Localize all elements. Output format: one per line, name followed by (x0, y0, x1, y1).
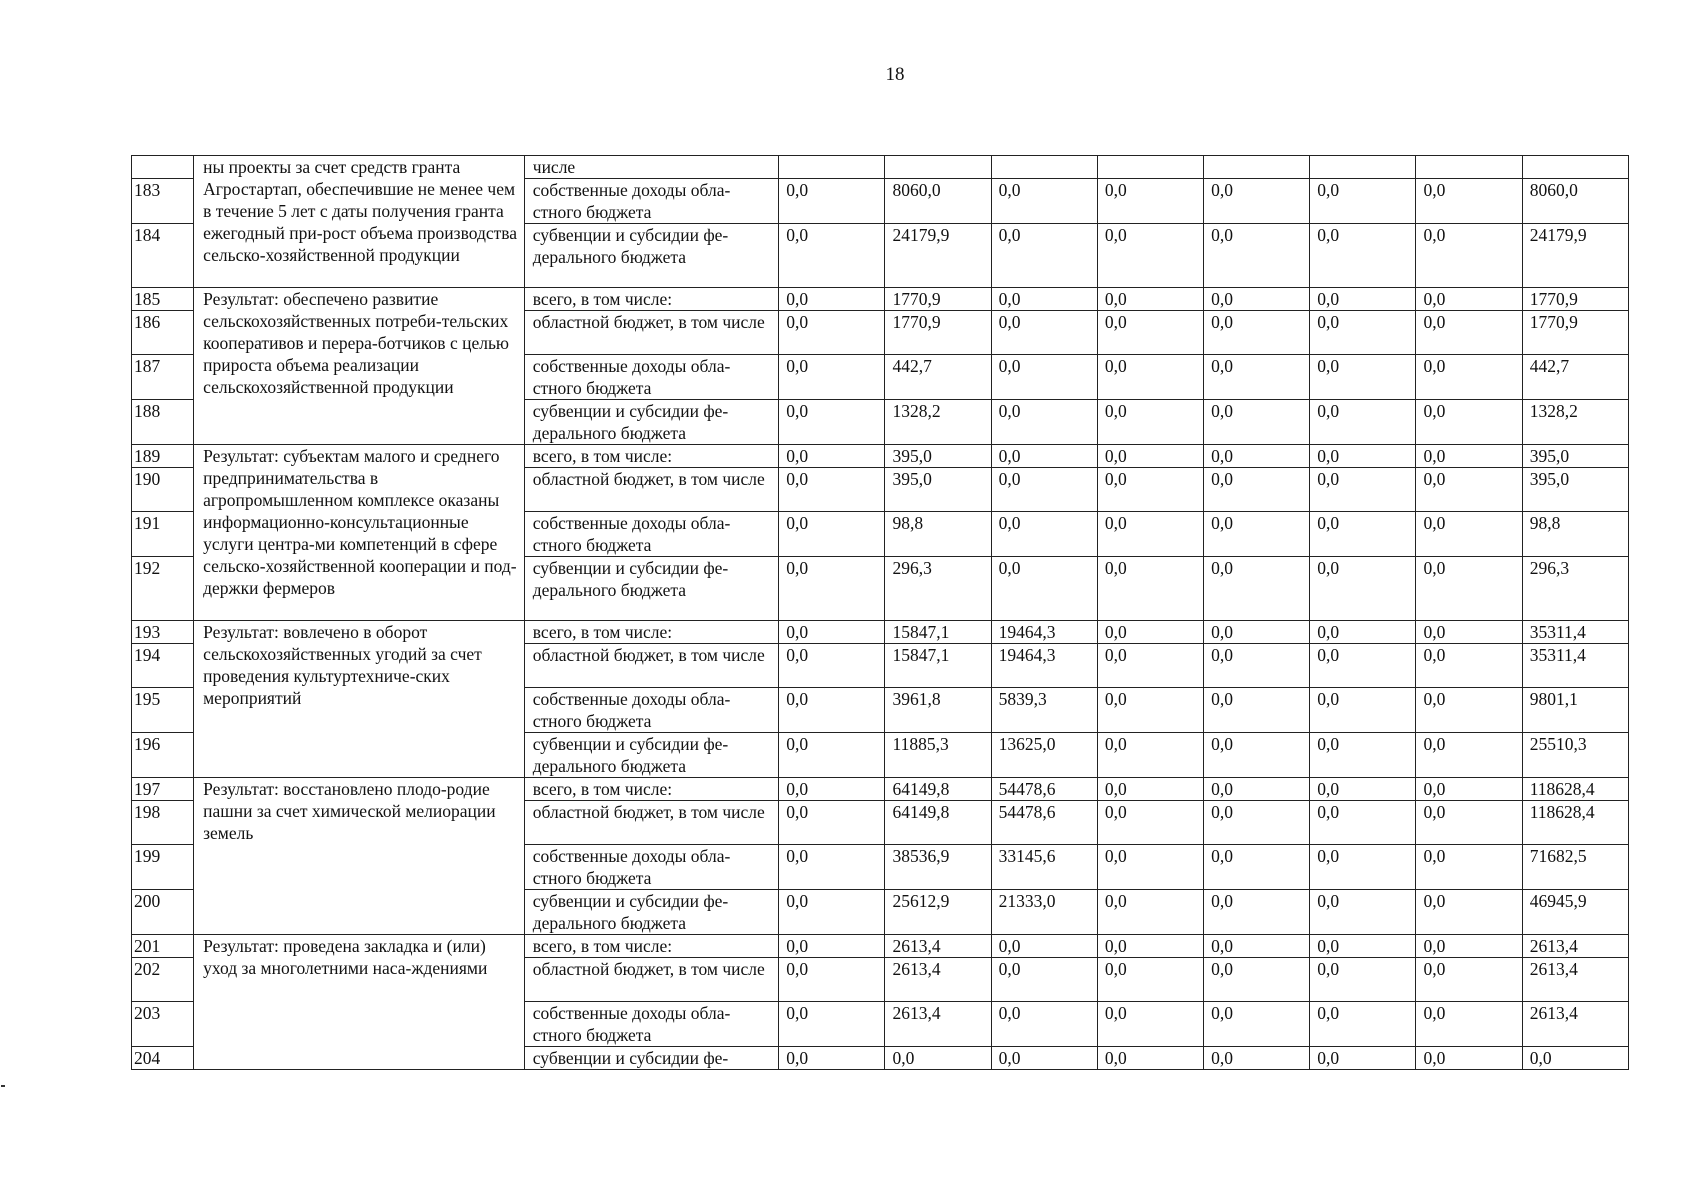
total-value: 1328,2 (1522, 400, 1628, 445)
year-value: 0,0 (779, 801, 885, 845)
year-value: 11885,3 (885, 733, 991, 778)
year-value: 19464,3 (991, 621, 1097, 644)
page-number: 18 (885, 64, 905, 85)
year-value: 0,0 (1204, 621, 1310, 644)
year-value: 0,0 (779, 400, 885, 445)
funding-source: собственные доходы обла-стного бюджета (524, 512, 779, 557)
year-value: 0,0 (779, 311, 885, 355)
result-description: Результат: вовлечено в оборот сельскохозяйственных угодий за счет проведения культуртехниче-ских мероприятий (194, 621, 525, 778)
year-value: 0,0 (1204, 688, 1310, 733)
table-row (132, 621, 1629, 644)
table-row (132, 156, 1629, 179)
year-value: 0,0 (1416, 445, 1522, 468)
year-value: 0,0 (1310, 890, 1416, 935)
funding-source: субвенции и субсидии фе-дерального бюджета (524, 224, 779, 288)
table-row (132, 778, 1629, 801)
year-value: 0,0 (1097, 801, 1203, 845)
funding-source: собственные доходы обла-стного бюджета (524, 1002, 779, 1047)
year-value: 0,0 (779, 1047, 885, 1070)
funding-source: всего, в том числе: (524, 778, 779, 801)
row-number: 189 (132, 445, 194, 468)
total-value: 71682,5 (1522, 845, 1628, 890)
total-value: 24179,9 (1522, 224, 1628, 288)
year-value: 0,0 (991, 224, 1097, 288)
year-value: 0,0 (779, 512, 885, 557)
year-value: 395,0 (885, 445, 991, 468)
table-row (132, 445, 1629, 468)
year-value: 0,0 (1204, 801, 1310, 845)
row-number: 200 (132, 890, 194, 935)
total-value: 2613,4 (1522, 958, 1628, 1002)
row-number: 185 (132, 288, 194, 311)
row-number: 183 (132, 179, 194, 224)
year-value: 0,0 (1204, 445, 1310, 468)
year-value: 0,0 (1204, 468, 1310, 512)
year-value: 0,0 (1416, 400, 1522, 445)
year-value: 442,7 (885, 355, 991, 400)
year-value: 64149,8 (885, 778, 991, 801)
year-value: 0,0 (1310, 179, 1416, 224)
year-value: 0,0 (779, 288, 885, 311)
total-value: 395,0 (1522, 445, 1628, 468)
year-value: 0,0 (779, 468, 885, 512)
year-value: 0,0 (1416, 778, 1522, 801)
year-value: 0,0 (1416, 890, 1522, 935)
year-value: 8060,0 (885, 179, 991, 224)
year-value: 38536,9 (885, 845, 991, 890)
year-value: 13625,0 (991, 733, 1097, 778)
year-value: 0,0 (1416, 644, 1522, 688)
funding-source: областной бюджет, в том числе (524, 801, 779, 845)
year-value: 395,0 (885, 468, 991, 512)
year-value: 0,0 (1204, 311, 1310, 355)
budget-table-container (131, 155, 1629, 1070)
result-description: Результат: обеспечено развитие сельскохозяйственных потреби-тельских кооперативов и перера-ботчиков с целью прироста объема реализации сельскохозяйственной продукции (194, 288, 525, 445)
row-number: 192 (132, 557, 194, 621)
year-value: 0,0 (1204, 355, 1310, 400)
year-value: 2613,4 (885, 958, 991, 1002)
year-value: 0,0 (1204, 778, 1310, 801)
year-value: 33145,6 (991, 845, 1097, 890)
year-value: 1328,2 (885, 400, 991, 445)
year-value: 0,0 (1310, 845, 1416, 890)
year-value (1097, 156, 1203, 179)
year-value: 25612,9 (885, 890, 991, 935)
year-value: 0,0 (1204, 288, 1310, 311)
year-value: 0,0 (1097, 512, 1203, 557)
result-description: Результат: субъектам малого и среднего предпринимательства в агропромышленном комплексе оказаны информационно-консультационные услуги центра-ми компетенций в сфере сельско-хозяйственной кооперации и под-держки фермеров (194, 445, 525, 621)
year-value: 3961,8 (885, 688, 991, 733)
funding-source: субвенции и субсидии фе- (524, 1047, 779, 1070)
year-value: 0,0 (1204, 958, 1310, 1002)
year-value: 0,0 (1097, 621, 1203, 644)
row-number: 201 (132, 935, 194, 958)
year-value: 0,0 (1097, 890, 1203, 935)
total-value: 9801,1 (1522, 688, 1628, 733)
year-value: 0,0 (1097, 355, 1203, 400)
year-value: 0,0 (1204, 1047, 1310, 1070)
year-value: 0,0 (1204, 935, 1310, 958)
table-body (132, 156, 1629, 1070)
total-value: 1770,9 (1522, 311, 1628, 355)
year-value: 0,0 (1416, 557, 1522, 621)
year-value: 0,0 (1097, 733, 1203, 778)
year-value: 0,0 (779, 778, 885, 801)
year-value: 54478,6 (991, 778, 1097, 801)
budget-table (131, 155, 1629, 1070)
funding-source: субвенции и субсидии фе-дерального бюджета (524, 557, 779, 621)
year-value: 0,0 (779, 1002, 885, 1047)
year-value (885, 156, 991, 179)
year-value: 0,0 (779, 935, 885, 958)
year-value: 0,0 (1097, 1047, 1203, 1070)
year-value: 0,0 (1416, 845, 1522, 890)
funding-source: всего, в том числе: (524, 445, 779, 468)
row-number: 187 (132, 355, 194, 400)
year-value: 0,0 (991, 400, 1097, 445)
funding-source: собственные доходы обла-стного бюджета (524, 688, 779, 733)
year-value: 0,0 (779, 179, 885, 224)
year-value: 64149,8 (885, 801, 991, 845)
year-value: 0,0 (1416, 468, 1522, 512)
total-value: 296,3 (1522, 557, 1628, 621)
row-number: 198 (132, 801, 194, 845)
year-value: 0,0 (991, 512, 1097, 557)
year-value: 0,0 (991, 1047, 1097, 1070)
year-value: 0,0 (1310, 733, 1416, 778)
funding-source: областной бюджет, в том числе (524, 644, 779, 688)
year-value: 0,0 (1097, 179, 1203, 224)
total-value: 8060,0 (1522, 179, 1628, 224)
year-value: 1770,9 (885, 311, 991, 355)
row-number: 197 (132, 778, 194, 801)
table-row (132, 288, 1629, 311)
row-number: 195 (132, 688, 194, 733)
year-value: 0,0 (1310, 445, 1416, 468)
year-value: 0,0 (1204, 890, 1310, 935)
result-description: Результат: проведена закладка и (или) уход за многолетними наса-ждениями (194, 935, 525, 1070)
year-value: 0,0 (1310, 644, 1416, 688)
funding-source: всего, в том числе: (524, 935, 779, 958)
year-value: 0,0 (1310, 224, 1416, 288)
year-value: 0,0 (1204, 179, 1310, 224)
total-value: 25510,3 (1522, 733, 1628, 778)
year-value: 0,0 (991, 311, 1097, 355)
funding-source: областной бюджет, в том числе (524, 468, 779, 512)
year-value: 0,0 (1310, 288, 1416, 311)
funding-source: субвенции и субсидии фе-дерального бюджета (524, 733, 779, 778)
funding-source: собственные доходы обла-стного бюджета (524, 355, 779, 400)
funding-source: областной бюджет, в том числе (524, 311, 779, 355)
row-number: 202 (132, 958, 194, 1002)
year-value: 0,0 (1097, 557, 1203, 621)
year-value: 0,0 (1310, 621, 1416, 644)
year-value: 2613,4 (885, 935, 991, 958)
year-value: 0,0 (779, 445, 885, 468)
year-value: 0,0 (1097, 400, 1203, 445)
year-value (1416, 156, 1522, 179)
funding-source: субвенции и субсидии фе-дерального бюджета (524, 400, 779, 445)
year-value: 0,0 (779, 845, 885, 890)
funding-source: всего, в том числе: (524, 288, 779, 311)
year-value: 0,0 (1310, 958, 1416, 1002)
year-value: 0,0 (1310, 355, 1416, 400)
funding-source: всего, в том числе: (524, 621, 779, 644)
total-value: 2613,4 (1522, 1002, 1628, 1047)
year-value: 24179,9 (885, 224, 991, 288)
year-value: 0,0 (1204, 512, 1310, 557)
year-value: 0,0 (885, 1047, 991, 1070)
year-value: 0,0 (1204, 400, 1310, 445)
year-value: 0,0 (991, 557, 1097, 621)
total-value: 46945,9 (1522, 890, 1628, 935)
year-value: 0,0 (779, 958, 885, 1002)
year-value: 0,0 (1097, 224, 1203, 288)
year-value: 0,0 (1310, 778, 1416, 801)
funding-source: субвенции и субсидии фе-дерального бюджета (524, 890, 779, 935)
year-value: 0,0 (991, 958, 1097, 1002)
row-number: 186 (132, 311, 194, 355)
total-value: 118628,4 (1522, 778, 1628, 801)
year-value: 0,0 (1416, 224, 1522, 288)
year-value: 0,0 (1310, 935, 1416, 958)
year-value: 0,0 (1097, 311, 1203, 355)
year-value: 0,0 (1097, 445, 1203, 468)
year-value: 0,0 (779, 224, 885, 288)
year-value: 0,0 (1416, 688, 1522, 733)
funding-source: областной бюджет, в том числе (524, 958, 779, 1002)
year-value: 5839,3 (991, 688, 1097, 733)
year-value: 0,0 (1416, 1047, 1522, 1070)
row-number: 184 (132, 224, 194, 288)
result-description: Результат: восстановлено плодо-родие пашни за счет химической мелиорации земель (194, 778, 525, 935)
year-value: 0,0 (1097, 845, 1203, 890)
year-value: 0,0 (1310, 688, 1416, 733)
funding-source: числе (524, 156, 779, 179)
year-value: 296,3 (885, 557, 991, 621)
row-number: 188 (132, 400, 194, 445)
year-value: 0,0 (1310, 311, 1416, 355)
row-number: 196 (132, 733, 194, 778)
year-value: 0,0 (1310, 400, 1416, 445)
year-value: 0,0 (1310, 801, 1416, 845)
year-value: 0,0 (1204, 224, 1310, 288)
total-value: 35311,4 (1522, 644, 1628, 688)
scan-mark (1, 1085, 5, 1087)
year-value: 0,0 (1416, 512, 1522, 557)
year-value: 0,0 (1097, 958, 1203, 1002)
year-value: 0,0 (1204, 1002, 1310, 1047)
year-value: 0,0 (779, 733, 885, 778)
funding-source: собственные доходы обла-стного бюджета (524, 179, 779, 224)
year-value: 0,0 (1416, 311, 1522, 355)
year-value: 0,0 (1310, 468, 1416, 512)
row-number: 194 (132, 644, 194, 688)
row-number (132, 156, 194, 179)
total-value: 35311,4 (1522, 621, 1628, 644)
year-value: 0,0 (1416, 935, 1522, 958)
year-value: 0,0 (779, 355, 885, 400)
year-value: 0,0 (1310, 1047, 1416, 1070)
year-value: 98,8 (885, 512, 991, 557)
year-value: 0,0 (991, 1002, 1097, 1047)
total-value (1522, 156, 1628, 179)
year-value: 0,0 (1097, 688, 1203, 733)
year-value: 0,0 (1097, 1002, 1203, 1047)
row-number: 193 (132, 621, 194, 644)
year-value: 0,0 (991, 468, 1097, 512)
total-value: 0,0 (1522, 1047, 1628, 1070)
year-value: 15847,1 (885, 621, 991, 644)
year-value: 0,0 (1310, 1002, 1416, 1047)
year-value: 0,0 (991, 179, 1097, 224)
year-value: 0,0 (779, 688, 885, 733)
year-value: 2613,4 (885, 1002, 991, 1047)
year-value: 0,0 (1204, 644, 1310, 688)
year-value: 0,0 (1097, 288, 1203, 311)
year-value (779, 156, 885, 179)
year-value: 0,0 (1416, 1002, 1522, 1047)
funding-source: собственные доходы обла-стного бюджета (524, 845, 779, 890)
year-value: 0,0 (1097, 778, 1203, 801)
year-value: 0,0 (1416, 958, 1522, 1002)
table-row (132, 935, 1629, 958)
year-value: 0,0 (1416, 288, 1522, 311)
year-value: 0,0 (1416, 621, 1522, 644)
total-value: 395,0 (1522, 468, 1628, 512)
year-value: 0,0 (1097, 468, 1203, 512)
year-value: 0,0 (1416, 355, 1522, 400)
row-number: 190 (132, 468, 194, 512)
year-value: 0,0 (1310, 512, 1416, 557)
year-value: 0,0 (1204, 733, 1310, 778)
year-value: 1770,9 (885, 288, 991, 311)
total-value: 118628,4 (1522, 801, 1628, 845)
year-value: 0,0 (1416, 801, 1522, 845)
row-number: 203 (132, 1002, 194, 1047)
year-value: 0,0 (1204, 557, 1310, 621)
year-value: 0,0 (1310, 557, 1416, 621)
year-value: 15847,1 (885, 644, 991, 688)
year-value: 0,0 (779, 644, 885, 688)
total-value: 2613,4 (1522, 935, 1628, 958)
row-number: 191 (132, 512, 194, 557)
year-value: 0,0 (1204, 845, 1310, 890)
year-value (991, 156, 1097, 179)
year-value: 0,0 (991, 445, 1097, 468)
year-value: 0,0 (991, 935, 1097, 958)
result-description: ны проекты за счет средств гранта Агростартап, обеспечившие не менее чем в течение 5 лет с даты получения гранта ежегодный при-рост объема производства сельско-хозяйственной продукции (194, 156, 525, 288)
year-value: 0,0 (779, 557, 885, 621)
year-value: 0,0 (779, 890, 885, 935)
year-value: 0,0 (1097, 644, 1203, 688)
row-number: 199 (132, 845, 194, 890)
year-value: 21333,0 (991, 890, 1097, 935)
total-value: 442,7 (1522, 355, 1628, 400)
year-value: 0,0 (1416, 179, 1522, 224)
year-value (1310, 156, 1416, 179)
year-value: 19464,3 (991, 644, 1097, 688)
year-value: 0,0 (779, 621, 885, 644)
year-value (1204, 156, 1310, 179)
total-value: 1770,9 (1522, 288, 1628, 311)
row-number: 204 (132, 1047, 194, 1070)
year-value: 0,0 (1097, 935, 1203, 958)
year-value: 54478,6 (991, 801, 1097, 845)
year-value: 0,0 (991, 355, 1097, 400)
year-value: 0,0 (1416, 733, 1522, 778)
year-value: 0,0 (991, 288, 1097, 311)
total-value: 98,8 (1522, 512, 1628, 557)
